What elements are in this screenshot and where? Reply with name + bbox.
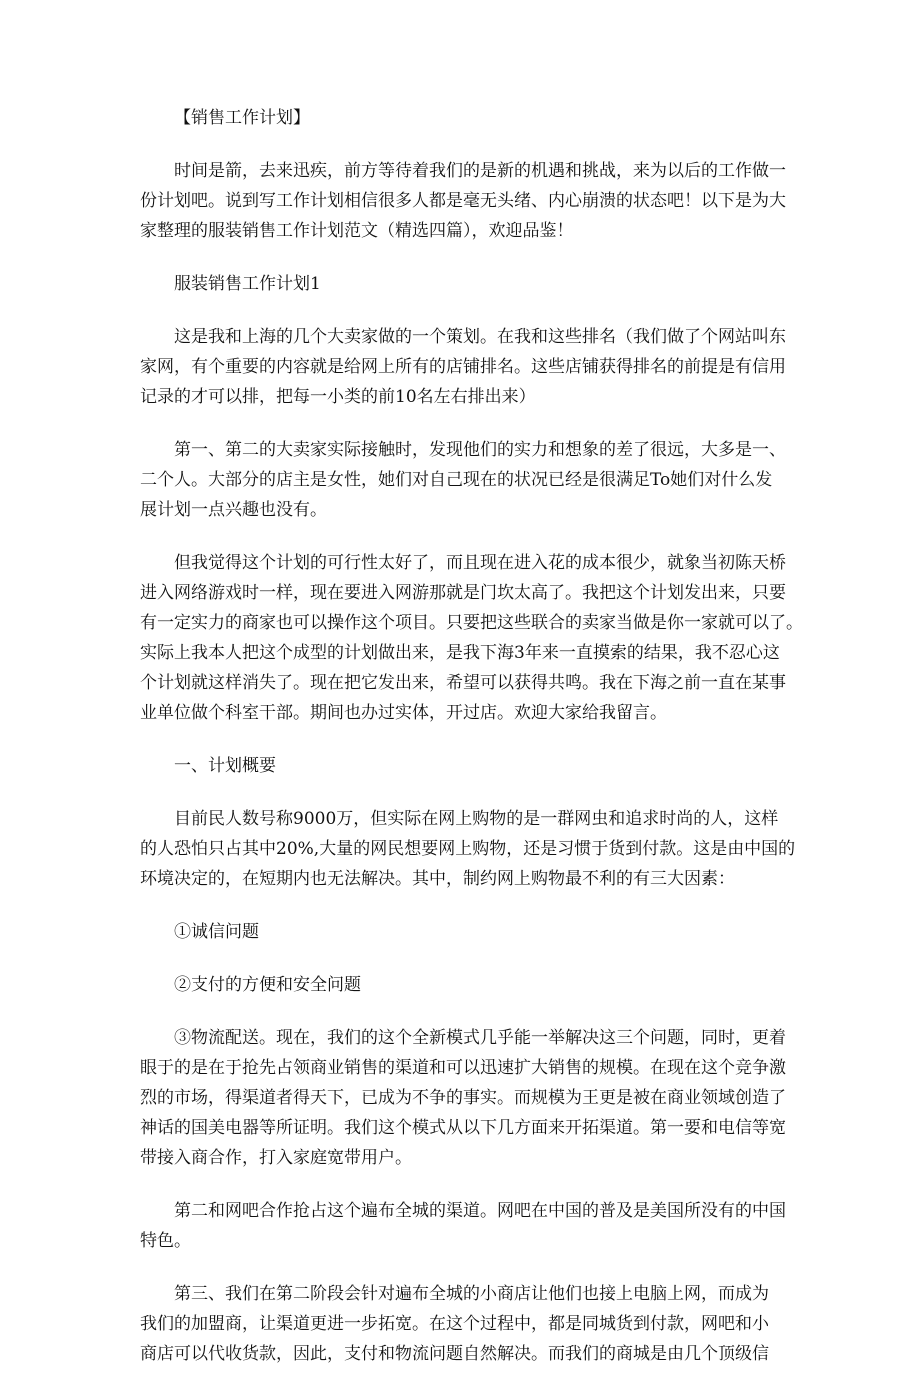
paragraph-line: 我们的加盟商，让渠道更进一步拓宽。在这个过程中，都是同城货到付款，网吧和小 [140, 1314, 769, 1334]
paragraph-line: 时间是箭，去来迅疾，前方等待着我们的是新的机遇和挑战，来为以后的工作做一 [174, 161, 786, 181]
paragraph-line: 进入网络游戏时一样，现在要进入网游那就是门坎太高了。我把这个计划发出来，只要 [140, 583, 786, 603]
paragraph [140, 322, 788, 412]
paragraph [140, 1023, 788, 1173]
paragraph [140, 156, 788, 246]
paragraph-line: 神话的国美电器等所证明。我们这个模式从以下几方面来开拓渠道。第一要和电信等宽 [140, 1118, 786, 1138]
paragraph-line: 家网，有个重要的内容就是给网上所有的店铺排名。这些店铺获得排名的前提是有信用 [140, 357, 786, 377]
paragraph-line: 有一定实力的商家也可以操作这个项目。只要把这些联合的卖家当做是你一家就可以了。 [140, 613, 803, 633]
document-body [140, 103, 803, 1392]
paragraph-line: 眼于的是在于抢先占领商业销售的渠道和可以迅速扩大销售的规模。在现在这个竞争激 [140, 1058, 786, 1078]
paragraph [140, 435, 788, 525]
paragraph-line: 记录的才可以排，把每一小类的前10名左右排出来） [140, 387, 536, 407]
paragraph [140, 1279, 788, 1369]
paragraph-list [140, 156, 803, 1369]
paragraph [140, 548, 803, 728]
paragraph-line: 服装销售工作计划1 [174, 274, 321, 294]
paragraph-line: 第二和网吧合作抢占这个遍布全城的渠道。网吧在中国的普及是美国所没有的中国 [174, 1201, 786, 1221]
paragraph [140, 1196, 788, 1256]
paragraph-line: 展计划一点兴趣也没有。 [140, 500, 327, 520]
paragraph-line: ③物流配送。现在，我们的这个全新模式几乎能一举解决这三个问题，同时，更着 [174, 1028, 786, 1048]
paragraph [140, 970, 788, 1000]
paragraph [140, 804, 796, 894]
paragraph-line: 第一、第二的大卖家实际接触时，发现他们的实力和想象的差了很远，大多是一、 [174, 440, 786, 460]
document-title-block [140, 103, 788, 133]
paragraph-line: 家整理的服装销售工作计划范文（精选四篇），欢迎品鉴！ [140, 221, 574, 241]
paragraph [140, 917, 788, 947]
paragraph-line: 这是我和上海的几个大卖家做的一个策划。在我和这些排名（我们做了个网站叫东 [174, 327, 786, 347]
paragraph-line: 目前民人数号称9000万，但实际在网上购物的是一群网虫和追求时尚的人，这样 [174, 809, 779, 829]
paragraph-line: 环境决定的，在短期内也无法解决。其中，制约网上购物最不利的有三大因素： [140, 869, 735, 889]
paragraph-line: 二个人。大部分的店主是女性，她们对自己现在的状况已经是很满足To她们对什么发 [140, 470, 773, 490]
document-title: 【销售工作计划】 [174, 108, 310, 128]
paragraph-line: ①诚信问题 [174, 922, 259, 942]
paragraph-line: 的人恐怕只占其中20%,大量的网民想要网上购物，还是习惯于货到付款。这是由中国的 [140, 839, 796, 859]
paragraph-line: 烈的市场，得渠道者得天下，已成为不争的事实。而规模为王更是被在商业领域创造了 [140, 1088, 786, 1108]
paragraph-line: 特色。 [140, 1231, 191, 1251]
paragraph-line: 第三、我们在第二阶段会针对遍布全城的小商店让他们也接上电脑上网，而成为 [174, 1284, 769, 1304]
paragraph-line: 带接入商合作，打入家庭宽带用户。 [140, 1148, 412, 1168]
paragraph-line: ②支付的方便和安全问题 [174, 975, 361, 995]
paragraph-line: 实际上我本人把这个成型的计划做出来，是我下海3年来一直摸索的结果，我不忍心这 [140, 643, 780, 663]
paragraph [140, 269, 788, 299]
paragraph-line: 份计划吧。说到写工作计划相信很多人都是毫无头绪、内心崩溃的状态吧！以下是为大 [140, 191, 786, 211]
paragraph-line: 但我觉得这个计划的可行性太好了，而且现在进入花的成本很少，就象当初陈天桥 [174, 553, 786, 573]
paragraph-line: 商店可以代收货款，因此，支付和物流问题自然解决。而我们的商城是由几个顶级信 [140, 1344, 769, 1364]
paragraph-line: 业单位做个科室干部。期间也办过实体，开过店。欢迎大家给我留言。 [140, 703, 667, 723]
paragraph-line: 一、计划概要 [174, 756, 276, 776]
paragraph-line: 个计划就这样消失了。现在把它发出来，希望可以获得共鸣。我在下海之前一直在某事 [140, 673, 786, 693]
paragraph [140, 751, 788, 781]
